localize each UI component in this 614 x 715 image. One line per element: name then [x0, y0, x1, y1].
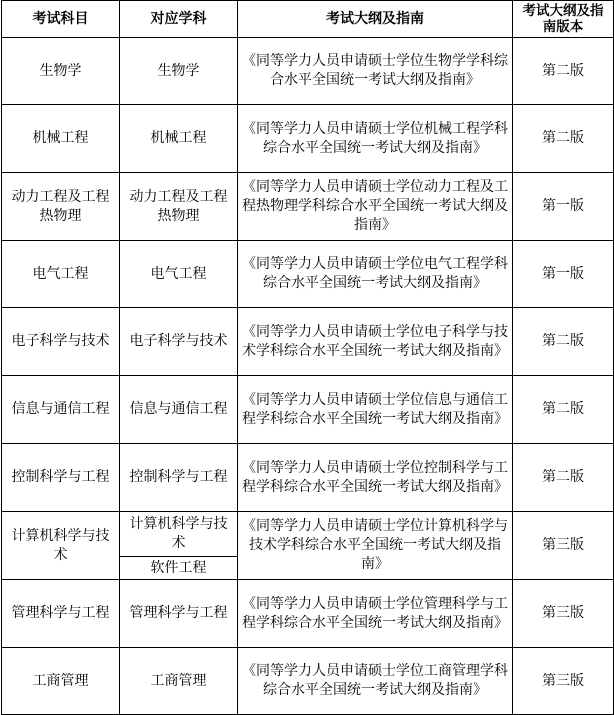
cell-guide: 《同等学力人员申请硕士学位工商管理学科综合水平全国统一考试大纲及指南》	[238, 648, 513, 715]
cell-subject: 工商管理	[2, 648, 120, 715]
cell-guide: 《同等学力人员申请硕士学位计算机科学与技术学科综合水平全国统一考试大纲及指南》	[238, 512, 513, 580]
cell-subject: 信息与通信工程	[2, 376, 120, 444]
cell-guide: 《同等学力人员申请硕士学位电子科学与技术学科综合水平全国统一考试大纲及指南》	[238, 308, 513, 376]
cell-guide: 《同等学力人员申请硕士学位电气工程学科综合水平全国统一考试大纲及指南》	[238, 241, 513, 308]
cell-edition: 第二版	[513, 308, 614, 376]
cell-guide: 《同等学力人员申请硕士学位生物学学科综合水平全国统一考试大纲及指南》	[238, 38, 513, 105]
exam-syllabus-table	[1, 0, 614, 715]
cell-edition: 第三版	[513, 512, 614, 580]
table-row	[2, 444, 614, 512]
cell-edition: 第一版	[513, 241, 614, 308]
header-discipline: 对应学科	[120, 1, 238, 38]
table-row	[2, 105, 614, 173]
cell-discipline: 电子科学与技术	[120, 308, 238, 376]
cell-guide: 《同等学力人员申请硕士学位控制科学与工程学科综合水平全国统一考试大纲及指南》	[238, 444, 513, 512]
cell-discipline: 工商管理	[120, 648, 238, 715]
table-row	[2, 173, 614, 241]
cell-subject: 动力工程及工程热物理	[2, 173, 120, 241]
cell-discipline: 机械工程	[120, 105, 238, 173]
cell-subject: 控制科学与工程	[2, 444, 120, 512]
table-row	[2, 308, 614, 376]
table-row	[2, 241, 614, 308]
table-header-row	[2, 1, 614, 38]
cell-discipline: 计算机科学与技术	[120, 512, 238, 557]
table-row	[2, 38, 614, 105]
table-row	[2, 512, 614, 557]
cell-edition: 第二版	[513, 38, 614, 105]
cell-discipline: 动力工程及工程热物理	[120, 173, 238, 241]
cell-subject: 计算机科学与技术	[2, 512, 120, 580]
cell-subject: 电子科学与技术	[2, 308, 120, 376]
cell-discipline: 控制科学与工程	[120, 444, 238, 512]
cell-edition: 第三版	[513, 580, 614, 648]
cell-discipline: 管理科学与工程	[120, 580, 238, 648]
cell-subject: 电气工程	[2, 241, 120, 308]
cell-edition: 第三版	[513, 648, 614, 715]
cell-discipline-extra: 软件工程	[120, 557, 238, 580]
cell-edition: 第二版	[513, 376, 614, 444]
table-row	[2, 376, 614, 444]
cell-subject: 生物学	[2, 38, 120, 105]
cell-guide: 《同等学力人员申请硕士学位动力工程及工程热物理学科综合水平全国统一考试大纲及指南》	[238, 173, 513, 241]
cell-edition: 第一版	[513, 173, 614, 241]
cell-edition: 第二版	[513, 444, 614, 512]
cell-guide: 《同等学力人员申请硕士学位管理科学与工程学科综合水平全国统一考试大纲及指南》	[238, 580, 513, 648]
cell-discipline: 生物学	[120, 38, 238, 105]
table-row	[2, 648, 614, 715]
cell-subject: 机械工程	[2, 105, 120, 173]
table-row	[2, 580, 614, 648]
header-guide: 考试大纲及指南	[238, 1, 513, 38]
cell-guide: 《同等学力人员申请硕士学位机械工程学科综合水平全国统一考试大纲及指南》	[238, 105, 513, 173]
cell-discipline: 信息与通信工程	[120, 376, 238, 444]
cell-guide: 《同等学力人员申请硕士学位信息与通信工程学科综合水平全国统一考试大纲及指南》	[238, 376, 513, 444]
cell-edition: 第二版	[513, 105, 614, 173]
header-subject: 考试科目	[2, 1, 120, 38]
header-edition: 考试大纲及指南版本	[513, 1, 614, 38]
cell-subject: 管理科学与工程	[2, 580, 120, 648]
cell-discipline: 电气工程	[120, 241, 238, 308]
